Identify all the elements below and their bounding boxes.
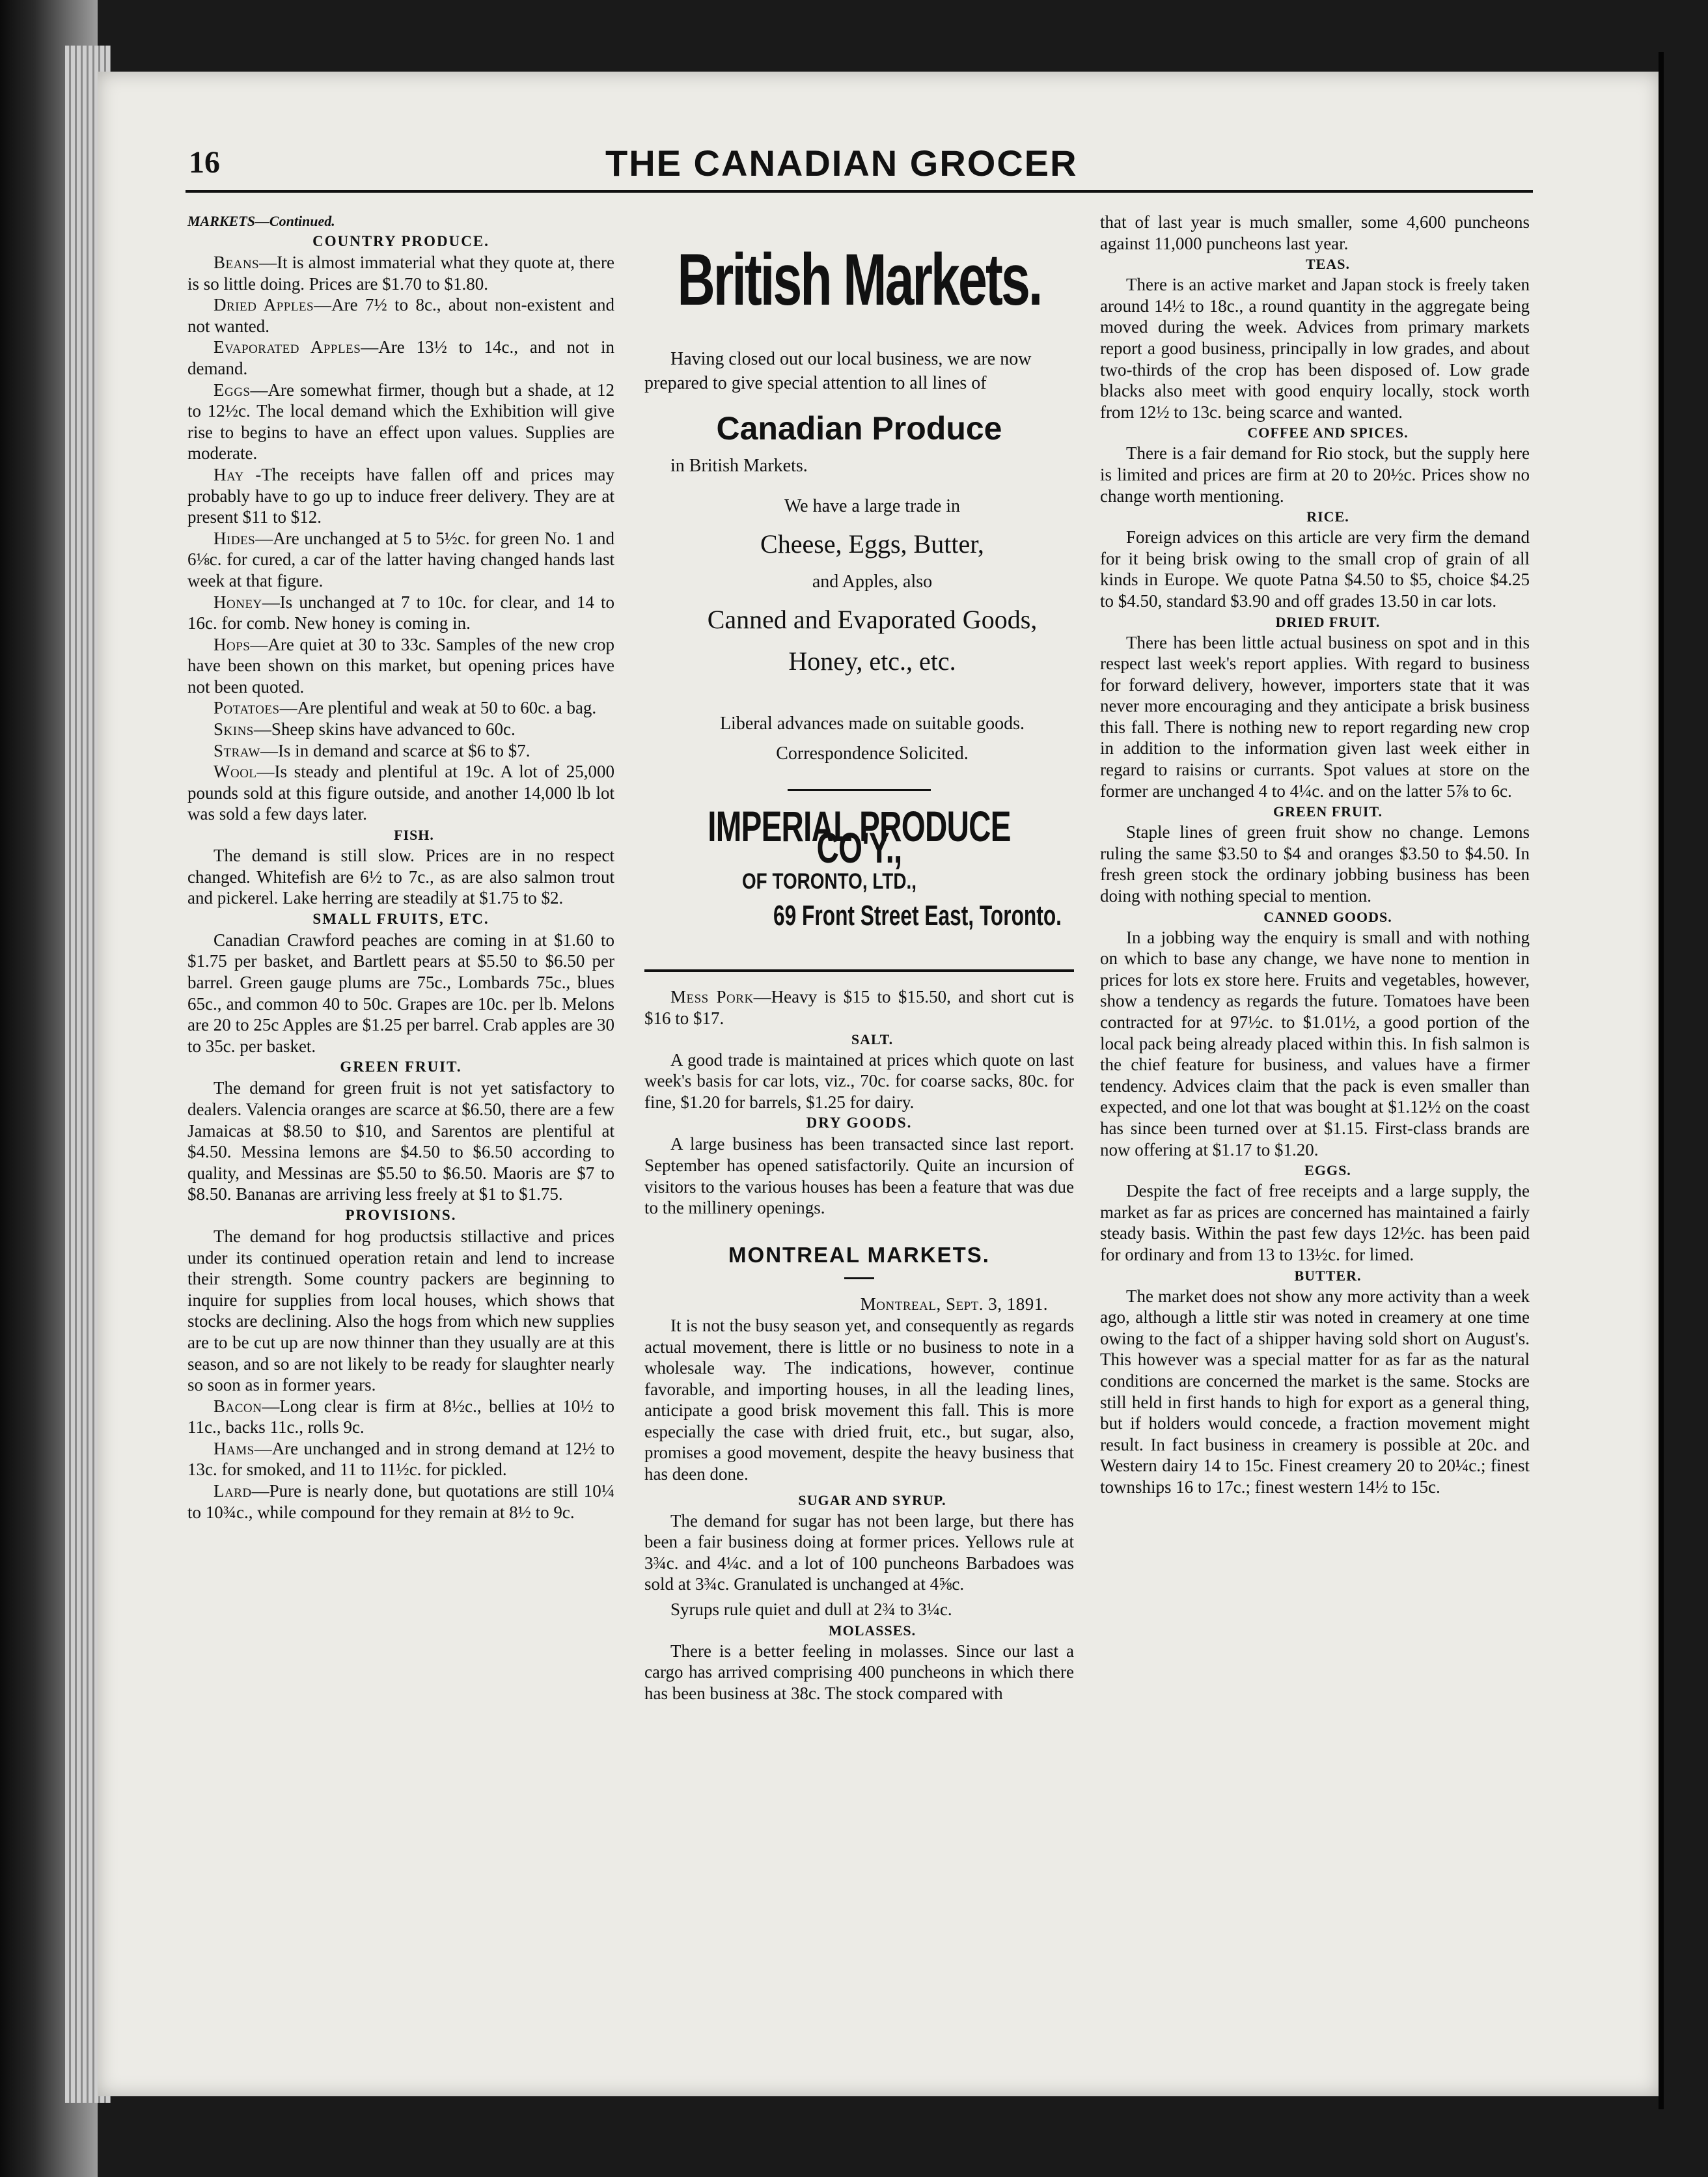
paragraph: Staple lines of green fruit show no change. Lemons ruling the same $3.50 to $4 and oranges $3.50 to $4.50. In fresh green stock the ordinary jobbing business has been doing with nothing special to mention. — [1100, 822, 1530, 906]
paragraph: Hams—Are unchanged and in strong demand at 12½ to 13c. for smoked, and 11 to 11½c. for pickled. — [187, 1438, 614, 1480]
section-heading: EGGS. — [1304, 1162, 1351, 1179]
item-label: Evaporated Apples — [214, 337, 361, 357]
paragraph: There is a better feeling in molasses. Since our last a cargo has arrived comprising 400 puncheons in which there has been business at 38c. The stock compared with — [644, 1641, 1074, 1703]
middle-column — [644, 212, 1074, 1704]
paragraph: Dried Apples—Are 7½ to 8c., about non-existent and not wanted. — [187, 295, 614, 336]
item-label: Honey — [214, 592, 262, 612]
section-heading: MOLASSES. — [828, 1622, 916, 1639]
ad-intro: Having closed out our local business, we are now prepared to give special attention to all lines of — [644, 349, 1032, 393]
page-number: 16 — [189, 145, 220, 180]
section-heading: DRY GOODS. — [806, 1115, 913, 1131]
paragraph: Canadian Crawford peaches are coming in at $1.60 to $1.75 per basket, and Bartlett pears at $5.50 to $6.50 per barrel. Green gauge plums are 75c., Lombards 75c., blues 65c., and common 40 to 50c. Grapes are 10c. per lb. Melons are 20 to 25c Apples are $1.25 per barrel. Crab apples are 30 to 35c. per basket. — [187, 930, 614, 1056]
ad-company-sub: OF TORONTO, LTD., — [742, 869, 916, 894]
item-label: Straw — [214, 740, 260, 760]
item-label: Potatoes — [214, 698, 280, 718]
paragraph: There has been little actual business on spot and in this respect last week's report applies. With regard to business for forward delivery, however, importers state that it was never more encouraging and they anticipate a brisk business this fall. There is nothing new to report regarding new crop in addition to the information given last week either in regard to raisins or currants. Spot values at store on the former are unchanged 4 to 4¼c. and on the latter 5⅞ to 6c. — [1100, 632, 1530, 801]
ad-goods-line: Honey, etc., etc. — [788, 646, 956, 676]
paragraph: Hops—Are quiet at 30 to 33c. Samples of the new crop have been shown on this market, but opening prices have not been quoted. — [187, 634, 614, 697]
continued-label: MARKETS—Continued. — [187, 213, 335, 229]
paragraph: Bacon—Long clear is firm at 8½c., bellies at 10½ to 11c., backs 11c., rolls 9c. — [187, 1396, 614, 1437]
section-heading: SMALL FRUITS, ETC. — [312, 910, 489, 927]
section-heading: GREEN FRUIT. — [1273, 803, 1383, 820]
item-label: Hay — [214, 464, 244, 484]
ad-in-markets: in British Markets. — [670, 456, 808, 476]
paragraph: Hides—Are unchanged at 5 to 5½c. for green No. 1 and 6⅛c. for cured, a car of the latter having changed hands last week at that figure. — [187, 528, 614, 590]
paragraph: Beans—It is almost immaterial what they quote at, there is so little doing. Prices are $1.70 to $1.80. — [187, 253, 614, 294]
item-label: Hops — [214, 634, 251, 654]
paragraph: It is not the busy season yet, and consequently as regards actual movement, there is little or no business to note in a wholesale way. The indications, however, continue favorable, and importing houses, in all the leading lines, anticipate a good brisk movement this fall. This is more especially the case with dried fruit, etc., but sugar, also, promises a good movement, despite the heavy business that has deen done. — [644, 1315, 1074, 1484]
paragraph: Wool—Is steady and plentiful at 19c. A lot of 25,000 pounds sold at this figure outside, and another 14,000 lb lot was sold a few days later. — [187, 762, 614, 824]
paragraph: Lard—Pure is nearly done, but quotations are still 10¼ to 10¾c., while compound for they remain at 8½ to 9c. — [187, 1481, 614, 1522]
ad-title: British Markets. — [677, 239, 1041, 320]
section-heading: CANNED GOODS. — [1263, 908, 1392, 925]
paragraph: There is an active market and Japan stock is freely taken around 14½ to 18c., a round quantity in the aggregate being moved during the week. Advices from primary markets report a good business, principally in low grades, and about two-thirds of the crop has been disposed of. Low grade blacks also meet with good enquiry locally, stock worth from 12½ to 13c. being scarce and wanted. — [1100, 275, 1530, 422]
ad-product: Canadian Produce — [716, 410, 1002, 447]
item-label: Wool — [214, 762, 257, 782]
ad-company-name: IMPERIAL PRODUCE CO'Y., — [708, 802, 1011, 872]
section-heading: COFFEE AND SPICES. — [1247, 424, 1409, 441]
section-heading: FISH. — [394, 827, 434, 844]
item-label: Lard — [214, 1481, 252, 1501]
ad-goods-line: Canned and Evaporated Goods, — [707, 605, 1038, 634]
section-heading: BUTTER. — [1294, 1267, 1362, 1284]
paragraph: Skins—Sheep skins have advanced to 60c. — [214, 719, 516, 740]
ad-bottom-rule — [644, 969, 1074, 972]
masthead-title: THE CANADIAN GROCER — [605, 143, 1078, 184]
paragraph: Mess Pork—Heavy is $15 to $15.50, and short cut is $16 to $17. — [644, 987, 1074, 1028]
ad-goods-line: Cheese, Eggs, Butter, — [760, 529, 984, 559]
section-heading: PROVISIONS. — [345, 1206, 457, 1223]
heading-dash — [844, 1277, 874, 1279]
dateline: Montreal, Sept. 3, 1891. — [860, 1294, 1048, 1314]
paragraph: Foreign advices on this article are very firm the demand for it being brisk owing to the small crop of grain of all kinds in Europe. We quote Patna $4.50 to $5, choice $4.25 to $4.50, standard $3.90 and off grades 13.50 in car lots. — [1100, 527, 1530, 611]
section-heading: SALT. — [851, 1031, 894, 1047]
advertisement — [644, 238, 1074, 932]
section-heading: GREEN FRUIT. — [340, 1059, 462, 1075]
paragraph: Potatoes—Are plentiful and weak at 50 to 60c. a bag. — [214, 698, 597, 718]
item-label: Beans — [214, 253, 260, 272]
item-label: Dried Apples — [214, 295, 314, 315]
paragraph: that of last year is much smaller, some 4,600 puncheons against 11,000 puncheons last year. — [1100, 212, 1530, 253]
paragraph: Eggs—Are somewhat firmer, though but a shade, at 12 to 12½c. The local demand which the Exhibition will give rise to begins to have an effect upon values. Supplies are moderate. — [187, 380, 614, 464]
paragraph: Despite the fact of free receipts and a large supply, the market as far as prices are concerned has maintained a fairly steady basis. Within the past few days 12½c. has been paid for ordinary and from 13 to 13½c. for limed. — [1100, 1181, 1530, 1264]
item-label: Hams — [214, 1438, 255, 1458]
paragraph: A good trade is maintained at prices which quote on last week's basis for car lots, viz., 70c. for coarse sacks, 80c. for fine, $1.20 for barrels, $1.25 for dairy. — [644, 1049, 1074, 1112]
paragraph: Syrups rule quiet and dull at 2¾ to 3¼c. — [670, 1600, 952, 1620]
ad-correspondence: Correspondence Solicited. — [776, 743, 969, 764]
item-label: Mess Pork — [670, 987, 754, 1007]
paragraph: The demand for green fruit is not yet satisfactory to dealers. Valencia oranges are scarce at $6.50, there are a few Jamaicas at $8.50 to $10, and Sarentos are plentiful at $4.50. Messina lemons are $4.50 to $6.50 according to quality, and Messinas are $5.50 to $6.50. Maoris are $7 to $8.50. Bananas are arriving less freely at $1 to $1.75. — [187, 1078, 614, 1204]
page-shadow — [1659, 52, 1664, 2109]
section-heading: DRIED FRUIT. — [1275, 613, 1381, 630]
montreal-heading: MONTREAL MARKETS. — [728, 1242, 990, 1267]
item-label: Skins — [214, 719, 254, 740]
section-heading: RICE. — [1306, 508, 1349, 525]
right-column — [1100, 212, 1530, 1497]
paragraph: Honey—Is unchanged at 7 to 10c. for clear, and 14 to 16c. for comb. New honey is coming in. — [187, 592, 614, 633]
ad-divider — [788, 789, 931, 791]
item-label: Bacon — [214, 1396, 262, 1416]
ad-apples-line: and Apples, also — [812, 572, 933, 592]
left-column — [187, 212, 614, 1523]
paragraph: The demand is still slow. Prices are in no respect changed. Whitefish are 6½ to 7c., as are also salmon trout and pickerel. Lake herring are steadily at $1.75 to $2. — [187, 846, 614, 908]
ad-address: 69 Front Street East, Toronto. — [773, 899, 1062, 932]
paragraph: Straw—Is in demand and scarce at $6 to $7. — [214, 740, 530, 760]
paragraph: The demand for hog productsis stillactive and prices under its continued operation retain and lend to increase their strength. Some country packers are beginning to inquire for supplies from local houses, which shows that stocks are declining. Also the hogs from which new supplies are to be cut up are now thinner than they usually are at this season, and so are not likely to be ready for slaughter nearly so soon as in former years. — [187, 1226, 614, 1395]
paragraph: There is a fair demand for Rio stock, but the supply here is limited and prices are firm at 20 to 20½c. Prices show no change worth mentioning. — [1100, 443, 1530, 506]
ad-large-trade: We have a large trade in — [784, 496, 961, 516]
paragraph: In a jobbing way the enquiry is small and with nothing on which to base any change, we have none to mention in prices for lots ex store here. Fruits and vegetables, however, show a tendency as regards the future. Tomatoes have been contracted for at 97½c. to $1.01½, a good portion of the local pack being already placed within this. In fish salmon is the chief feature for business, and values have a firmer tendency. Advices claim that the pack is even smaller than expected, and one lot that was bought at $1.12½ on the coast has since been turned over at $1.15. First-class brands are now offering at $1.17 to $1.20. — [1100, 927, 1530, 1159]
section-heading: COUNTRY PRODUCE. — [312, 233, 489, 249]
item-label: Hides — [214, 528, 256, 548]
paragraph: The demand for sugar has not been large, but there has been a fair business doing at former prices. Yellows rule at 3¾c. and 4¼c. and a lot of 100 puncheons Barbadoes was sold at 3¾c. Granulated is unchanged at 4⅝c. — [644, 1510, 1074, 1594]
paragraph: A large business has been transacted since last report. September has opened satisfactorily. Quite an incursion of visitors to the various houses has been a feature that was due to the millinery openings. — [644, 1134, 1074, 1218]
item-label: Eggs — [214, 380, 251, 400]
ad-liberal: Liberal advances made on suitable goods. — [719, 714, 1025, 734]
paragraph: The market does not show any more activity than a week ago, although a little stir was noted in creamery at one time owing to the fact of a shipper having sold short on August's. This however was a special matter for as far as the natural conditions are concerned the market is the same. Stocks are still held in first hands to high for export as a general thing, but if holders would concede, a fraction movement might result. In fact business in creamery is possible at 20c. and Western dairy 14 to 15c. Finest creamery 20 to 20¼c.; finest townships 16 to 17c.; finest western 14½ to 15c. — [1100, 1286, 1530, 1497]
section-heading: SUGAR AND SYRUP. — [798, 1491, 946, 1508]
header-rule — [186, 190, 1533, 193]
paragraph: Hay -The receipts have fallen off and prices may probably have to go up to induce freer delivery. They are at present $11 to $12. — [187, 464, 614, 527]
section-heading: TEAS. — [1306, 256, 1350, 273]
paragraph: Evaporated Apples—Are 13½ to 14c., and not in demand. — [187, 337, 614, 378]
